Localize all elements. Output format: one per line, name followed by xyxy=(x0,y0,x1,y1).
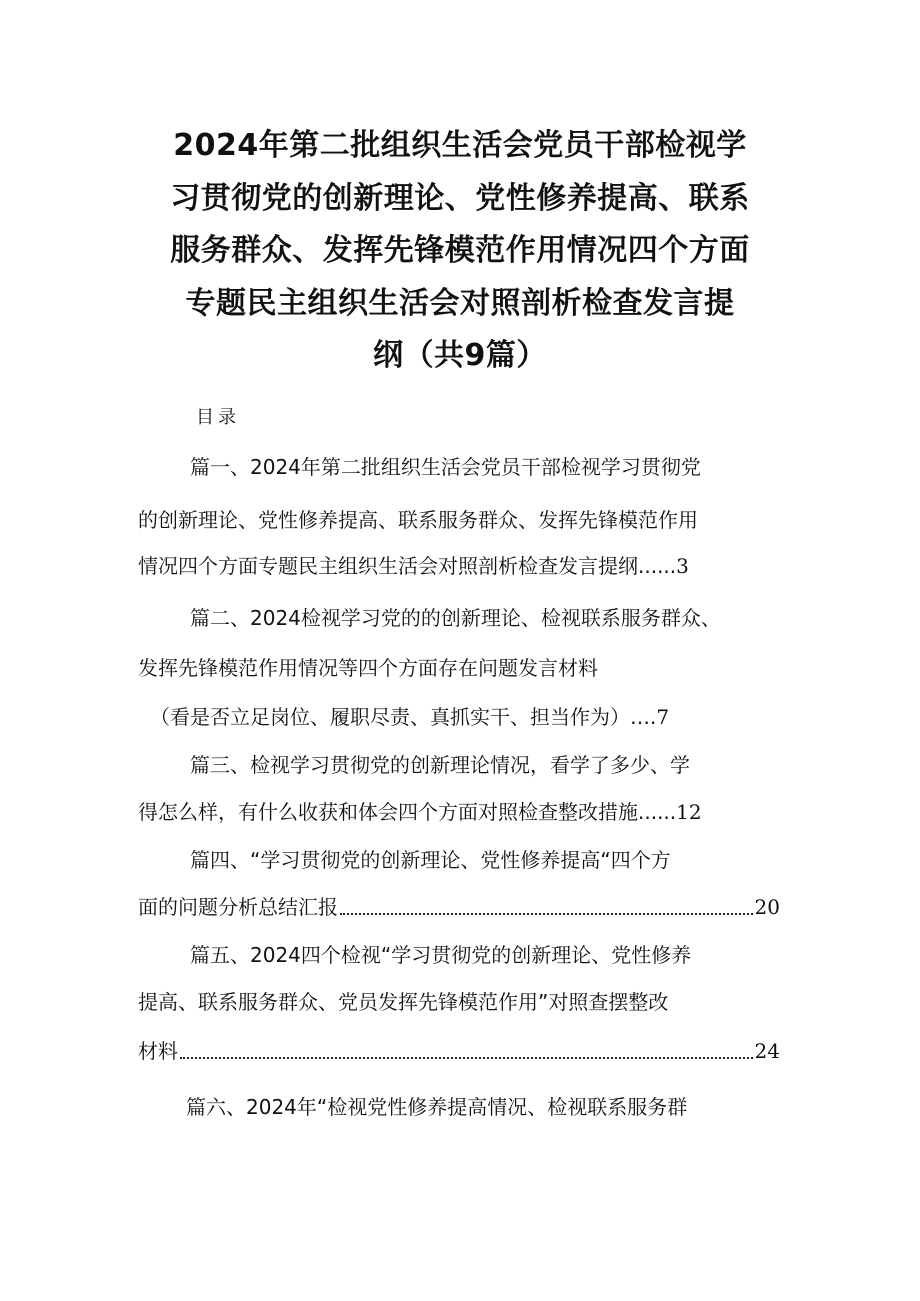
title-line: 服务群众、发挥先锋模范作用情况四个方面 xyxy=(170,233,750,268)
toc-entry-4-line-2[interactable] xyxy=(138,892,780,922)
title-line: 专题民主组织生活会对照剖析检查发言提 xyxy=(185,285,735,321)
toc-entry-2-line-1[interactable]: 篇二、2024检视学习党的的创新理论、检视联系服务群众、 xyxy=(190,606,721,630)
toc-entry-5-line-1[interactable]: 篇五、2024四个检视“学习贯彻党的创新理论、党性修养 xyxy=(190,943,692,967)
toc-entry-5-leader xyxy=(180,1057,753,1059)
toc-entry-3-leader: ...... xyxy=(638,800,677,824)
toc-entry-4-leader xyxy=(340,913,753,915)
toc-entry-4-text: 面的问题分析总结汇报 xyxy=(138,895,338,919)
toc-entry-1-line-3[interactable] xyxy=(138,551,689,581)
toc-entry-5-line-3[interactable] xyxy=(138,1036,780,1066)
toc-entry-4-page: 20 xyxy=(754,895,780,919)
toc-label: 目录 xyxy=(196,407,240,428)
toc-entry-1-text: 情况四个方面专题民主组织生活会对照剖析检查发言提纲 xyxy=(138,554,638,578)
toc-entry-1-line-1[interactable]: 篇一、2024年第二批组织生活会党员干部检视学习贯彻党 xyxy=(190,455,701,479)
toc-entry-2-page: 7 xyxy=(656,705,670,729)
toc-entry-2-text: （看是否立足岗位、履职尽责、真抓实干、担当作为） xyxy=(150,705,630,729)
toc-entry-5-text: 材料 xyxy=(138,1039,178,1063)
title-line: 2024年第二批组织生活会党员干部检视学 xyxy=(173,128,747,163)
toc-entry-5-line-2[interactable]: 提高、联系服务群众、党员发挥先锋模范作用”对照查摆整改 xyxy=(138,990,669,1014)
toc-entry-5-page: 24 xyxy=(754,1039,780,1063)
toc-entry-1-page: 3 xyxy=(676,554,689,578)
toc-entry-2-line-2[interactable]: 发挥先锋模范作用情况等四个方面存在问题发言材料 xyxy=(138,656,598,680)
toc-entry-2-line-3[interactable] xyxy=(150,702,669,732)
toc-entry-1-leader: ...... xyxy=(638,554,677,578)
toc-entry-3-line-2[interactable] xyxy=(138,797,702,827)
toc-entry-6-line-1[interactable]: 篇六、2024年“检视党性修养提高情况、检视联系服务群 xyxy=(186,1095,688,1119)
toc-entry-3-page: 12 xyxy=(676,800,702,824)
toc-entry-2-leader: …. xyxy=(630,705,657,729)
toc-entry-4-line-1[interactable]: 篇四、“学习贯彻党的创新理论、党性修养提高“四个方 xyxy=(190,848,671,872)
toc-entry-3-line-1[interactable]: 篇三、检视学习贯彻党的创新理论情况，看学了多少、学 xyxy=(190,753,690,777)
title-line: 纲（共9篇） xyxy=(373,338,547,373)
document-title xyxy=(110,120,810,383)
toc-entry-3-text: 得怎么样，有什么收获和体会四个方面对照检查整改措施 xyxy=(138,800,638,824)
toc-entry-1-line-2[interactable]: 的创新理论、党性修养提高、联系服务群众、发挥先锋模范作用 xyxy=(138,508,698,532)
title-line: 习贯彻党的创新理论、党性修养提高、联系 xyxy=(170,180,750,216)
